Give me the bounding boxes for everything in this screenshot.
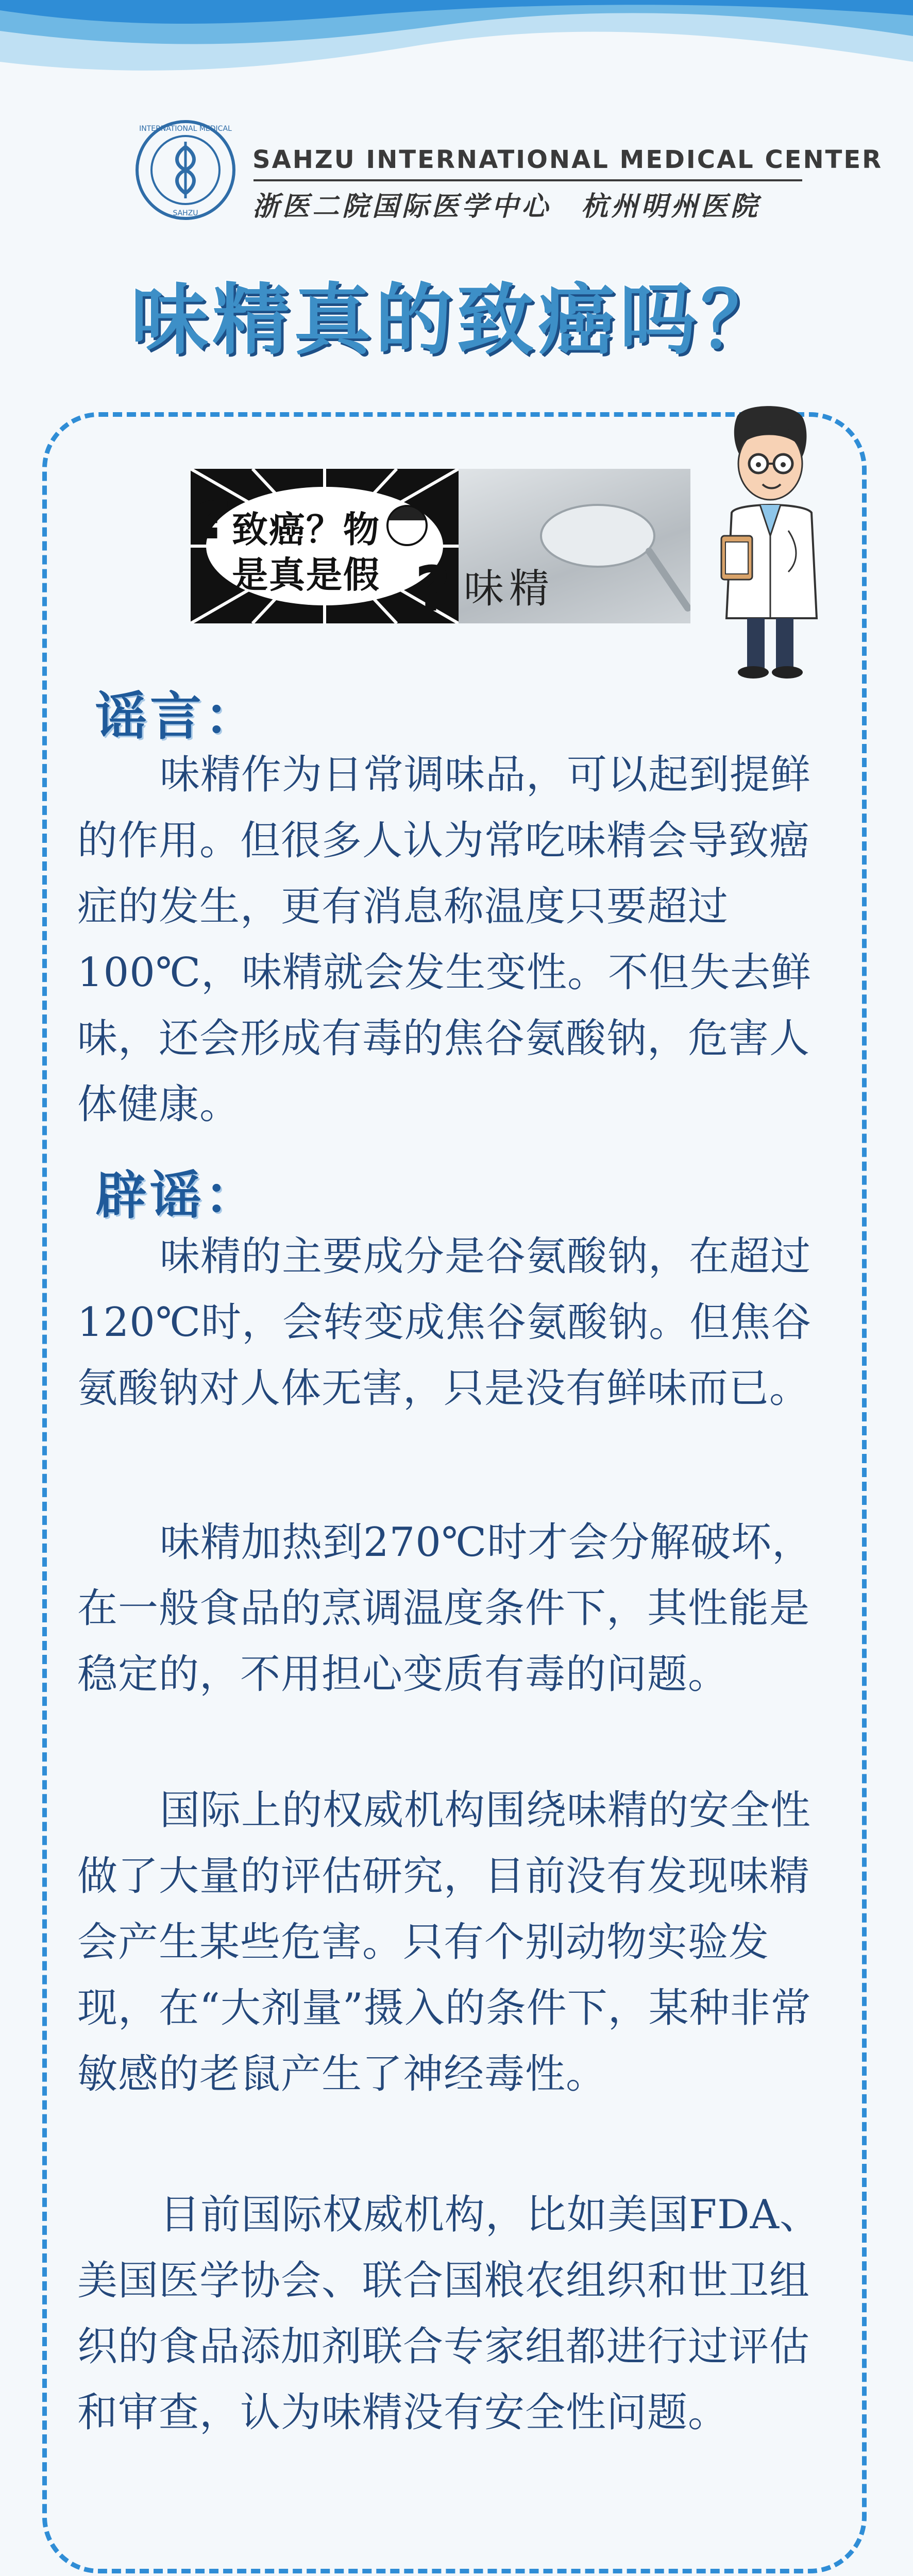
svg-text:?: ? [415,554,451,623]
svg-text:?: ? [196,482,232,553]
divider [253,179,802,181]
refute-heading: 辟谣： [95,1165,259,1226]
rumor-comic-image [191,469,459,623]
page-title: 味精真的致癌吗？ [130,276,782,365]
hero-text-line1: 致癌？物 [232,509,380,551]
refute-paragraph: 目前国际权威机构，比如美国FDA、美国医学协会、联合国粮农组织和世卫组织的食品添加剂联合专家组都进行过评估和审查，认为味精没有安全性问题。 [77,2192,820,2436]
hero-caption: 味精 [464,566,555,612]
org-name-en: SAHZU INTERNATIONAL MEDICAL CENTER [252,145,883,174]
msg-photo [459,469,690,623]
doctor-illustration [711,402,830,680]
svg-text:SAHZU: SAHZU [173,209,198,217]
rumor-heading: 谣言： [95,686,259,747]
org-name-cn: 浙医二院国际医学中心 杭州明州医院 [252,191,761,222]
refute-paragraph: 国际上的权威机构围绕味精的安全性做了大量的评估研究，目前没有发现味精会产生某些危害。只有个别动物实验发现，在“大剂量”摄入的条件下，某种非常敏感的老鼠产生了神经毒性。 [77,1787,811,2097]
hero-text-line2: 是真是假 [232,554,380,596]
hospital-logo [134,118,237,222]
rumor-text: 味精作为日常调味品，可以起到提鲜的作用。但很多人认为常吃味精会导致癌症的发生，更有消息称温度只要超过100℃，味精就会发生变性。不但失去鲜味，还会形成有毒的焦谷氨酸钠，危害人体健康。 [77,752,812,1128]
svg-text:INTERNATIONAL MEDICAL: INTERNATIONAL MEDICAL [139,125,232,133]
refute-paragraph: 味精加热到270℃时才会分解破坏，在一般食品的烹调温度条件下，其性能是稳定的，不用担心变质有毒的问题。 [77,1519,813,1698]
header [134,118,883,222]
refute-paragraph: 味精的主要成分是谷氨酸钠，在超过120℃时，会转变成焦谷氨酸钠。但焦谷氨酸钠对人体无害，只是没有鲜味而已。 [77,1233,812,1412]
